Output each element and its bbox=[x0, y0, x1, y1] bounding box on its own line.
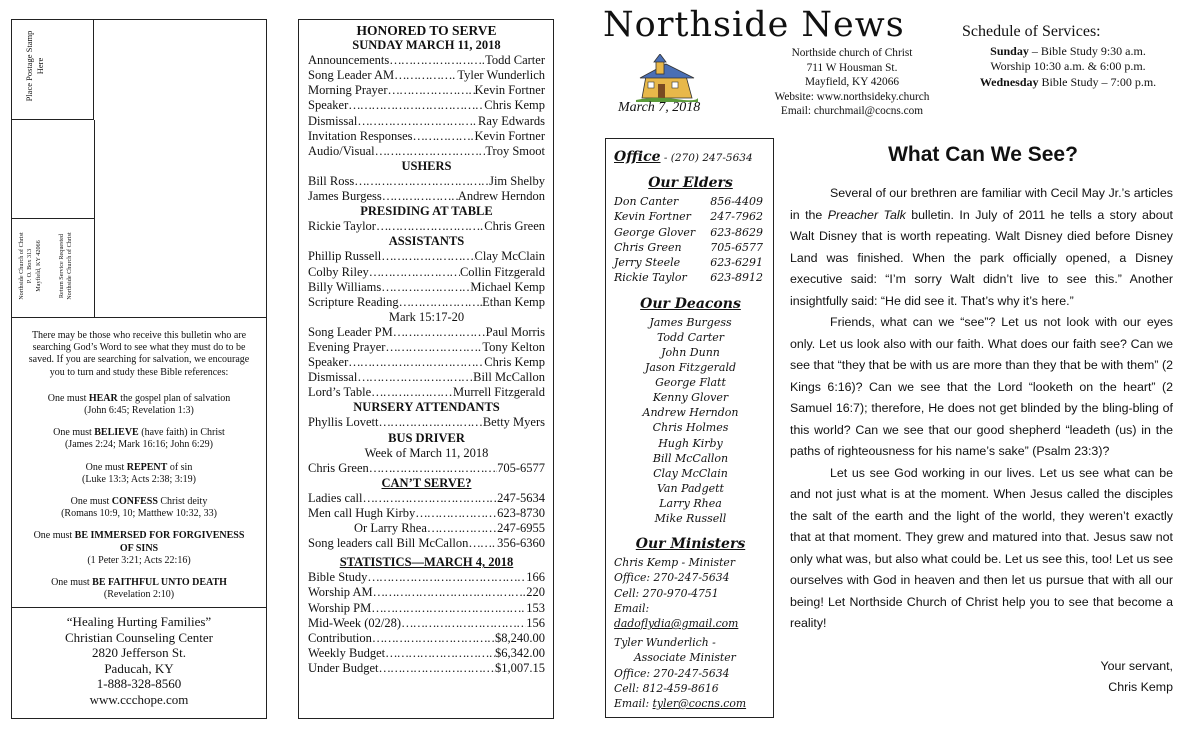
duty-row: Phyllis Lovett …………………………………………………………………………………………………………… Betty Myers bbox=[308, 415, 545, 430]
duties-list bbox=[308, 53, 545, 159]
article-paragraph: Let us see God working in our lives. Let us see what can be and not just what is at the moment. When Jesus called the disciples the salt of the earth and the light of the world, they weren’t exactly that at that moment. They grew and matured into that. Jesus saw not only what was, but also what could be. Let us see this, too! Let us see ourselves with God in heaven and then let us pursue that with all our being! Let Northside Church of Christ help you to see that become a reality! bbox=[790, 465, 1173, 630]
duty-row: Worship PM …………………………………………………………………………………………………………… 153 bbox=[308, 601, 545, 616]
duty-row: Colby Riley …………………………………………………………………………………………………………… Collin Fitzgerald bbox=[308, 265, 545, 280]
duty-row: Dismissal …………………………………………………………………………………………………………… Bill McCallon bbox=[308, 370, 545, 385]
honored-title: HONORED TO SERVE bbox=[356, 23, 497, 38]
minister-wunderlich: Tyler Wunderlich - Associate Minister Office: 270-247-5634 Cell: 812-459-8616 Email: tyler@cocns.com bbox=[614, 636, 747, 710]
honored-to-serve-panel bbox=[298, 19, 554, 719]
minister-wunderlich-email[interactable]: tyler@cocns.com bbox=[652, 696, 747, 710]
deacon-name: Mike Russell bbox=[654, 512, 727, 525]
cant-serve-list bbox=[308, 491, 545, 521]
duty-row: Worship AM …………………………………………………………………………………………………………… 220 bbox=[308, 585, 545, 600]
duty-row: Bible Study …………………………………………………………………………………………………………… 166 bbox=[308, 570, 545, 585]
schedule-sunday: Sunday – Bible Study 9:30 a.m. bbox=[990, 43, 1146, 58]
schedule-title: Schedule of Services: bbox=[962, 23, 1101, 40]
presiding-title: PRESIDING AT TABLE bbox=[360, 204, 493, 219]
plan-step: One must BELIEVE (have faith) in Christ (James 2:24; Mark 16:16; John 6:29) bbox=[53, 427, 225, 451]
duty-row: Speaker …………………………………………………………………………………………………………… Chris Kemp bbox=[308, 98, 545, 113]
plan-intro: There may be those who receive this bulletin who are searching God’s Word to see what they must do to be saved. If you are searching for salvation, we encourage you to turn and study these Bible references: bbox=[28, 330, 250, 378]
cant-serve-title: CAN’T SERVE? bbox=[381, 475, 472, 490]
website-link[interactable]: Website: www.northsideky.church bbox=[774, 90, 930, 103]
deacon-name: George Flatt bbox=[655, 376, 726, 390]
duty-row: Phillip Russell …………………………………………………………………………………………………………… Clay McClain bbox=[308, 249, 545, 264]
statistics-title: STATISTICS—MARCH 4, 2018 bbox=[339, 555, 514, 570]
deacon-name: Van Padgett bbox=[657, 481, 724, 495]
minister-kemp-email[interactable]: dadoflydia@gmail.com bbox=[614, 616, 739, 630]
deacons-title: Our Deacons bbox=[640, 295, 741, 312]
deacon-name: Hugh Kirby bbox=[658, 436, 723, 450]
elder-row: Don Canter 856-4409 bbox=[614, 195, 763, 208]
article-signature: Your servant, Chris Kemp bbox=[900, 656, 1173, 698]
schedule-of-services bbox=[958, 24, 1178, 90]
duty-row: Under Budget …………………………………………………………………………………………………………… $1,007.15 bbox=[308, 661, 545, 676]
elder-row: Chris Green 705-6577 bbox=[614, 240, 763, 254]
deacon-name: John Dunn bbox=[661, 345, 720, 359]
cant-serve-song: Song leaders call Bill McCallon …………………………………………………………………………………………………………… 356-6360 bbox=[308, 536, 545, 551]
schedule-worship: Worship 10:30 a.m. & 6:00 p.m. bbox=[990, 59, 1146, 73]
deacon-name: Kenny Glover bbox=[652, 391, 729, 405]
elders-list bbox=[614, 194, 767, 286]
schedule-wednesday: Wednesday Bible Study – 7:00 p.m. bbox=[979, 74, 1157, 89]
deacon-name: Bill McCallon bbox=[652, 451, 729, 465]
duty-row: Mid-Week (02/28) …………………………………………………………………………………………………………… 156 bbox=[308, 616, 545, 631]
deacon-name: Todd Carter bbox=[656, 330, 725, 344]
email-link[interactable]: Email: churchmail@cocns.com bbox=[780, 105, 924, 117]
duty-row: Evening Prayer …………………………………………………………………………………………………………… Tony Kelton bbox=[308, 340, 545, 355]
elder-row: Jerry Steele 623-6291 bbox=[614, 256, 763, 270]
plan-step: One must REPENT of sin (Luke 13:3; Acts 2:38; 3:19) bbox=[82, 461, 196, 485]
ushers-title: USHERS bbox=[401, 158, 452, 173]
article-body bbox=[790, 183, 1173, 635]
duty-row: Rickie Taylor …………………………………………………………………………………………………………… Chris Green bbox=[308, 219, 545, 234]
deacon-name: Chris Holmes bbox=[652, 421, 729, 435]
address-divider bbox=[94, 120, 95, 318]
duty-row: James Burgess …………………………………………………………………………………………………………… Andrew Herndon bbox=[308, 189, 545, 204]
duty-row: Audio/Visual …………………………………………………………………………………………………………… Troy Smoot bbox=[308, 144, 545, 159]
church-address: Northside church of Christ 711 W Housman St. Mayfield, KY 42066 Website: www.northsideky.church Email: churchmail@cocns.com bbox=[762, 46, 942, 119]
masthead-date: March 7, 2018 bbox=[618, 100, 701, 115]
return-address: Northside Church of Christ P. O. Box 313 Mayfield, KY 42066 bbox=[18, 232, 42, 300]
deacons-list bbox=[614, 315, 767, 526]
duty-row: Contribution …………………………………………………………………………………………………………… $8,240.00 bbox=[308, 631, 545, 646]
statistics-list bbox=[308, 570, 545, 676]
duty-row: Weekly Budget …………………………………………………………………………………………………………… $6,342.00 bbox=[308, 646, 545, 661]
duty-row: Song Leader AM …………………………………………………………………………………………………………… Tyler Wunderlich bbox=[308, 68, 545, 83]
duty-row: Ladies call …………………………………………………………………………………………………………… 247-5634 bbox=[308, 491, 545, 506]
stamp-text: Place Postage Stamp Here bbox=[24, 30, 45, 102]
duty-row: Billy Williams …………………………………………………………………………………………………………… Michael Kemp bbox=[308, 280, 545, 295]
deacon-name: Jason Fitzgerald bbox=[644, 361, 737, 375]
mailing-panel bbox=[11, 19, 267, 719]
duty-row: Chris Green …………………………………………………………………………………………………………… 705-6577 bbox=[308, 461, 545, 476]
duty-row: Song Leader PM …………………………………………………………………………………………………………… Paul Morris bbox=[308, 325, 545, 340]
salvation-plan bbox=[12, 318, 266, 608]
minister-kemp: Chris Kemp - Minister Office: 270-247-5634 Cell: 270-970-4751 Email: dadoflydia@gmail.com bbox=[614, 556, 739, 630]
duty-row: Dismissal …………………………………………………………………………………………………………… Ray Edwards bbox=[308, 114, 545, 129]
plan-step: One must CONFESS Christ deity (Romans 10:9, 10; Matthew 10:32, 33) bbox=[61, 496, 217, 520]
return-service: Return Service Requested Northside Church of Christ bbox=[58, 232, 74, 300]
elders-title: Our Elders bbox=[648, 175, 733, 191]
ushers-list bbox=[308, 174, 545, 204]
office-header: Office - (270) 247-5634 bbox=[614, 149, 753, 165]
church-icon bbox=[636, 54, 698, 102]
honored-date: SUNDAY MARCH 11, 2018 bbox=[352, 38, 501, 53]
deacon-name: James Burgess bbox=[649, 315, 732, 329]
bus-list bbox=[308, 461, 545, 476]
assistants-list bbox=[308, 249, 545, 309]
article-title: What Can We See? bbox=[888, 143, 1078, 166]
cant-serve-or: Or Larry Rhea …………………………………………………………………………………………………………… 247-6955 bbox=[308, 521, 545, 536]
presiding-list bbox=[308, 219, 545, 234]
deacon-name: Andrew Herndon bbox=[642, 406, 739, 420]
ministers-title: Our Ministers bbox=[635, 536, 746, 553]
deacon-name: Clay McClain bbox=[653, 466, 728, 480]
office-panel bbox=[605, 138, 774, 718]
plan-step: One must HEAR the gospel plan of salvation (John 6:45; Revelation 1:3) bbox=[47, 392, 231, 417]
nursery-title: NURSERY ATTENDANTS bbox=[353, 400, 500, 415]
address-area bbox=[12, 20, 266, 318]
scripture-reference: Mark 15:17-20 bbox=[388, 309, 465, 324]
elder-row: Rickie Taylor 623-8912 bbox=[614, 271, 763, 285]
deacon-name: Larry Rhea bbox=[659, 496, 722, 510]
assistants-title: ASSISTANTS bbox=[388, 234, 465, 249]
duty-row: Scripture Reading …………………………………………………………………………………………………………… Ethan Kemp bbox=[308, 295, 545, 310]
masthead-title: Northside News bbox=[603, 5, 905, 45]
return-address-box bbox=[12, 218, 94, 318]
duty-row: Men call Hugh Kirby …………………………………………………………………………………………………………… 623-8730 bbox=[308, 506, 545, 521]
plan-step: One must BE FAITHFUL UNTO DEATH (Revelation 2:10) bbox=[51, 577, 227, 601]
duty-row: Announcements …………………………………………………………………………………………………………… Todd Carter bbox=[308, 53, 545, 68]
duty-row: Bill Ross …………………………………………………………………………………………………………… Jim Shelby bbox=[308, 174, 545, 189]
evening-list bbox=[308, 325, 545, 400]
article-author: Chris Kemp bbox=[1108, 680, 1173, 694]
duty-row: Morning Prayer …………………………………………………………………………………………………………… Kevin Fortner bbox=[308, 83, 545, 98]
counseling-center: “Healing Hurting Families” Christian Counseling Center 2820 Jefferson St. Paducah, KY 1-888-328-8560 www.ccchope.com bbox=[12, 608, 266, 718]
elder-row: George Glover 623-8629 bbox=[614, 225, 763, 239]
plan-step: One must BE IMMERSED FOR FORGIVENESS OF SINS (1 Peter 3:21; Acts 22:16) bbox=[33, 530, 245, 566]
duty-row: Invitation Responses …………………………………………………………………………………………………………… Kevin Fortner bbox=[308, 129, 545, 144]
bus-title: BUS DRIVER bbox=[388, 430, 465, 445]
elder-row: Kevin Fortner 247-7962 bbox=[614, 210, 763, 224]
duty-row: Lord’s Table …………………………………………………………………………………………………………… Murrell Fitzgerald bbox=[308, 385, 545, 400]
stamp-box bbox=[12, 20, 94, 120]
bus-week: Week of March 11, 2018 bbox=[364, 445, 489, 460]
article-paragraph: Several of our brethren are familiar with Cecil May Jr.’s articles in the Preacher Talk bulletin. In July of 2011 he tells a story about Walt Disney that is worth repeating. Walt Disney died before Disney Land was finished. When the park officially opened, a Disney executive said: “I’m sorry Walt didn’t live to see this.” Another insightfully said: “He did see it. That’s why it’s here.” bbox=[790, 186, 1174, 308]
article-paragraph: Friends, what can we “see”? Let us not look with our eyes only. Let us look also with our faith. What does our faith see? Can we see that “they that be with us are more than they that be with them” (2 Kings 6:16)? Can we see that the Lord “looketh on the heart” (2 Samuel 16:7); therefore, He does not get blinded by the bling-bling of this world? Can we see that our good shepherd “leadeth (us) in the paths of righteousness for his name’s sake” (Psalm 23:3)? bbox=[790, 315, 1173, 458]
nursery-list bbox=[308, 415, 545, 430]
duty-row: Speaker …………………………………………………………………………………………………………… Chris Kemp bbox=[308, 355, 545, 370]
counseling-website[interactable]: www.ccchope.com bbox=[89, 691, 189, 707]
